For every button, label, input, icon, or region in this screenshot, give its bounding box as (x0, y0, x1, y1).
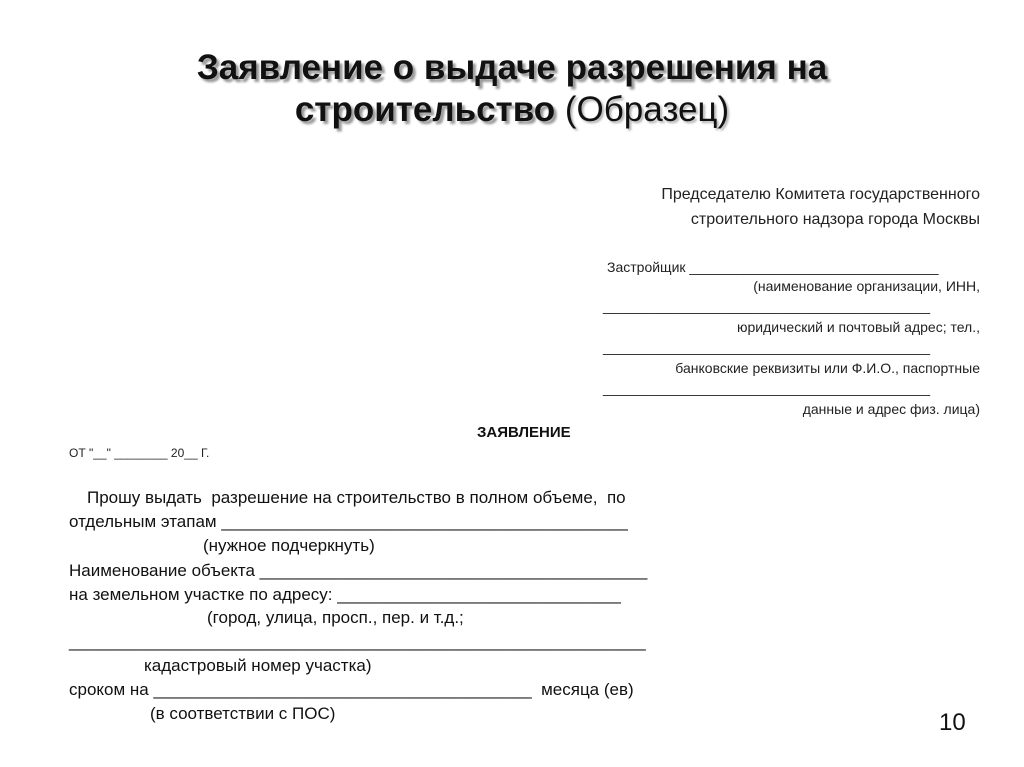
title-line-2 (0, 88, 1024, 132)
body-line-3: (нужное подчеркнуть) (203, 536, 375, 555)
addressee-line-2: строительного надзора города Москвы (690, 211, 980, 228)
statement-heading: ЗАЯВЛЕНИЕ (477, 424, 571, 441)
body-line-4: Наименование объекта _________________________________________ (69, 561, 648, 580)
addressee-line-1: Председателю Комитета государственного (661, 186, 980, 203)
applicant-line-5: __________________________________________ (603, 339, 931, 355)
applicant-line-8: данные и адрес физ. лица) (802, 401, 980, 417)
body-line-7: _____________________________________________________________ (69, 632, 646, 651)
body-line-2: отдельным этапам ___________________________________________ (69, 512, 628, 531)
body-line-1: Прошу выдать разрешение на строительство в полном объеме, по (87, 488, 626, 507)
date-line: ОТ "__" ________ 20__ Г. (69, 446, 210, 460)
body-line-10: (в соответствии с ПОС) (150, 704, 336, 723)
title-line-1: Заявление о выдаче разрешения на (196, 48, 828, 87)
title-bold-part: строительство (294, 90, 556, 129)
title-sample-label: (Образец) (555, 90, 730, 129)
applicant-line-3: __________________________________________ (603, 298, 931, 314)
applicant-line-7: __________________________________________ (603, 380, 931, 396)
body-line-8: кадастровый номер участка) (144, 656, 372, 675)
body-line-5: на земельном участке по адресу: ______________________________ (69, 585, 621, 604)
applicant-line-6: банковские реквизиты или Ф.И.О., паспортные (675, 360, 980, 376)
applicant-line-4: юридический и почтовый адрес; тел., (737, 319, 980, 335)
applicant-line-2: (наименование организации, ИНН, (753, 278, 980, 294)
body-line-9: сроком на ________________________________________ месяца (ев) (69, 680, 634, 699)
body-line-6: (город, улица, просп., пер. и т.д.; (207, 608, 464, 627)
page-number: 10 (939, 709, 966, 736)
applicant-line-1: Застройщик ________________________________ (607, 259, 939, 275)
